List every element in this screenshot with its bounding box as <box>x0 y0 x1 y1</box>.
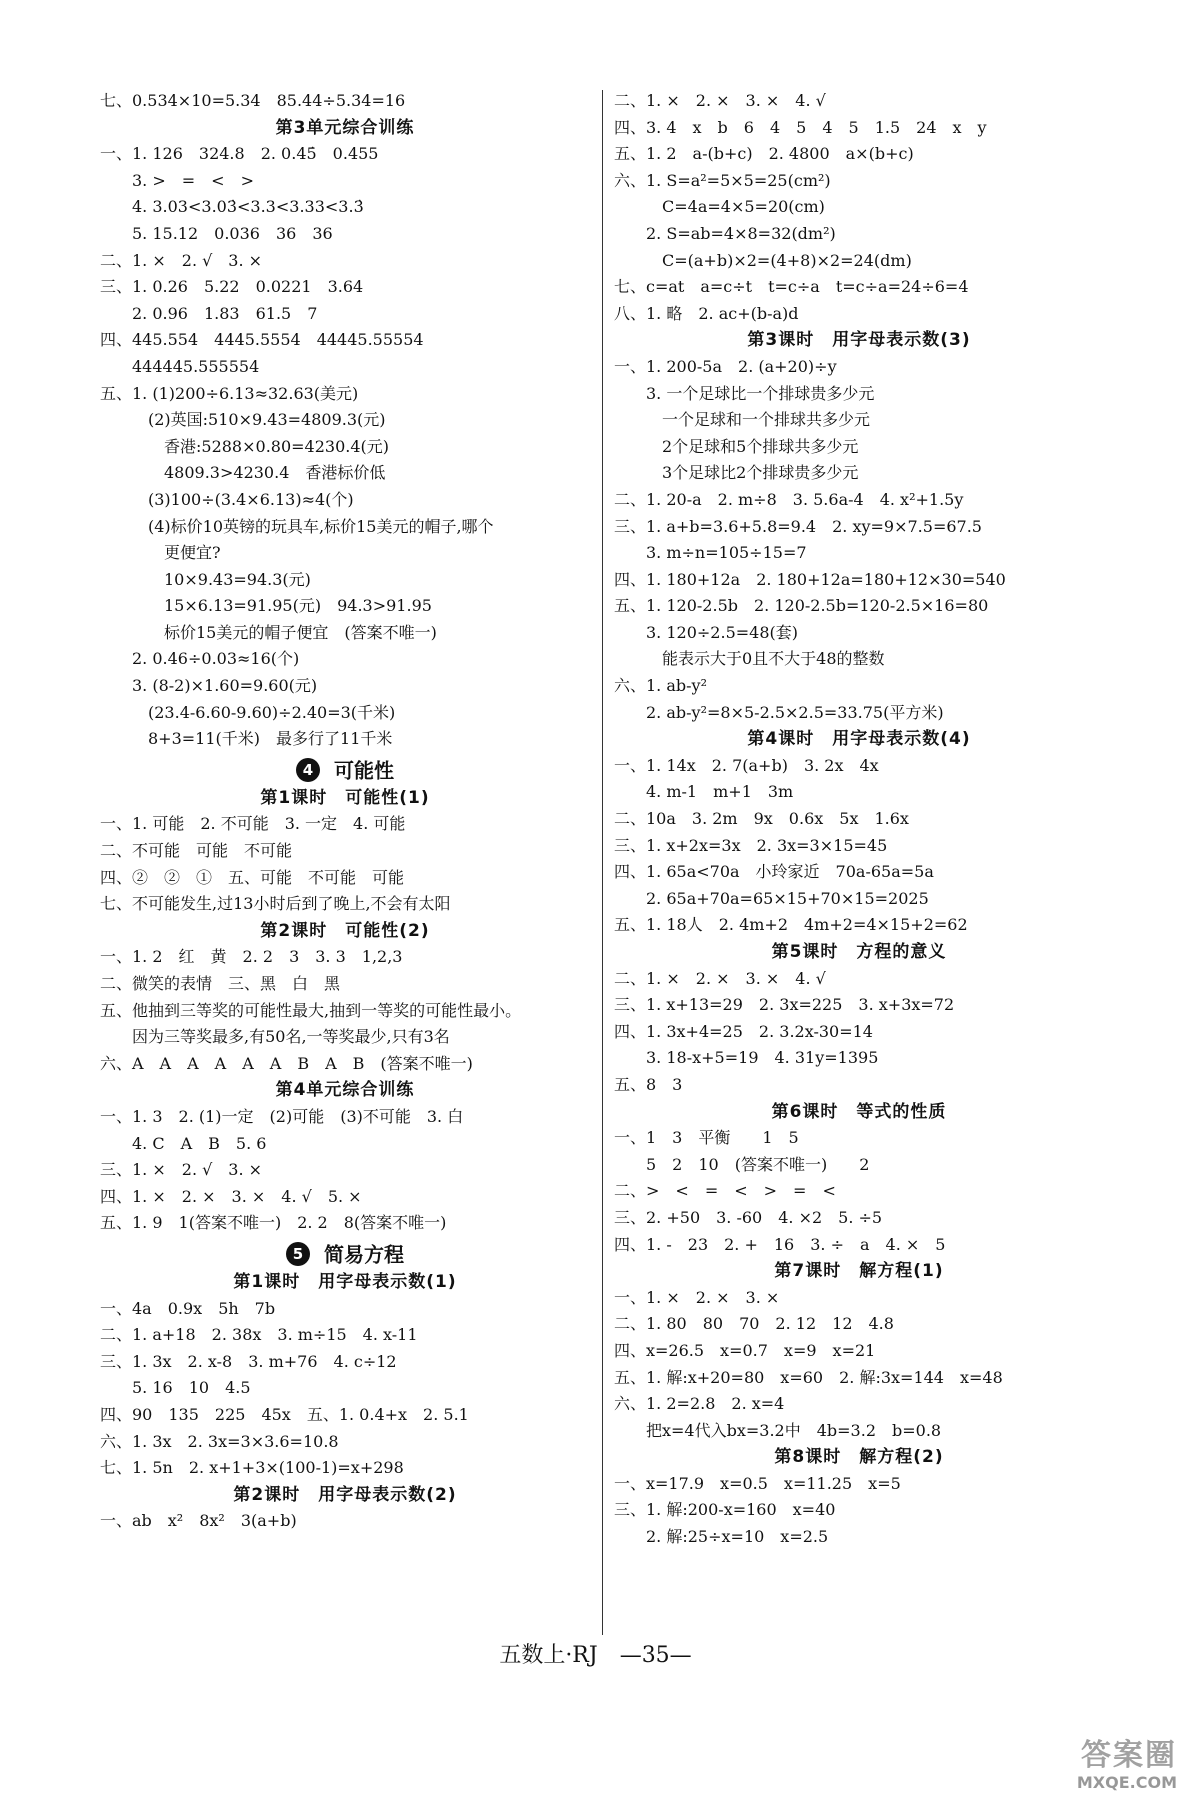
section-heading: 第3课时 用字母表示数(3) <box>747 330 971 351</box>
answer-line: 一、1. 14x 2. 7(a+b) 3. 2x 4x <box>614 755 879 775</box>
answer-line: 15×6.13=91.95(元) 94.3>91.95 <box>100 596 432 616</box>
answer-line: 5 2 10 (答案不唯一) 2 <box>614 1154 870 1174</box>
answer-line: 能表示大于0且不大于48的整数 <box>614 649 885 669</box>
section-heading: 第4单元综合训练 <box>275 1080 415 1101</box>
unit-number-badge: 5 <box>286 1242 310 1266</box>
answer-line: 二、10a 3. 2m 9x 0.6x 5x 1.6x <box>614 809 909 829</box>
section-heading: 第2课时 用字母表示数(2) <box>233 1484 457 1505</box>
answer-line: (4)标价10英镑的玩具车,标价15美元的帽子,哪个 <box>100 516 494 536</box>
answer-line: 3. > = < > <box>100 170 254 190</box>
watermark-logo <box>1031 1730 1181 1792</box>
answer-line: (2)英国:510×9.43=4809.3(元) <box>100 410 386 430</box>
answer-line: 四、1. 65a<70a 小玲家近 70a-65a=5a <box>614 862 934 882</box>
answer-line: 一、1. × 2. × 3. × <box>614 1287 780 1307</box>
answer-line: 六、A A A A A A B A B (答案不唯一) <box>100 1053 473 1073</box>
column-divider <box>602 90 603 1635</box>
answer-line: 一、1. 2 红 黄 2. 2 3 3. 3 1,2,3 <box>100 947 403 967</box>
answer-line: 一、1. 200-5a 2. (a+20)÷y <box>614 356 837 376</box>
unit-number-badge: 4 <box>296 758 320 782</box>
unit-heading <box>100 753 590 785</box>
answer-line: 六、1. ab-y² <box>614 676 707 696</box>
answer-line: 2. ab-y²=8×5-2.5×2.5=33.75(平方米) <box>614 702 944 722</box>
answer-line: 六、1. 3x 2. 3x=3×3.6=10.8 <box>100 1431 339 1451</box>
answer-line: 香港:5288×0.80=4230.4(元) <box>100 436 390 456</box>
answer-line: 把x=4代入bx=3.2中 4b=3.2 b=0.8 <box>614 1420 942 1440</box>
watermark-url: MXQE.COM <box>1076 1773 1177 1792</box>
answer-line: 5. 16 10 4.5 <box>100 1378 251 1398</box>
answer-line: 一个足球和一个排球共多少元 <box>614 410 871 430</box>
section-heading: 第1课时 用字母表示数(1) <box>233 1271 457 1292</box>
left-column <box>100 88 590 1535</box>
answer-line: 2. 0.46÷0.03≈16(个) <box>100 649 300 669</box>
answer-line: 三、1. 0.26 5.22 0.0221 3.64 <box>100 277 364 297</box>
answer-line: 五、1. 2 a-(b+c) 2. 4800 a×(b+c) <box>614 144 914 164</box>
answer-line: 一、4a 0.9x 5h 7b <box>100 1298 276 1318</box>
answer-line: 3个足球比2个排球贵多少元 <box>614 463 859 483</box>
answer-line: 三、2. +50 3. -60 4. ×2 5. ÷5 <box>614 1207 883 1227</box>
section-heading: 第4课时 用字母表示数(4) <box>747 729 971 750</box>
answer-line: 3. 一个足球比一个排球贵多少元 <box>614 383 875 403</box>
section-heading: 第2课时 可能性(2) <box>260 920 430 941</box>
section-heading: 第1课时 可能性(1) <box>260 787 430 808</box>
answer-line: 2个足球和5个排球共多少元 <box>614 436 859 456</box>
answer-line: 八、1. 略 2. ac+(b-a)d <box>614 303 799 323</box>
answer-line: 3. 120÷2.5=48(套) <box>614 622 798 642</box>
answer-line: C=(a+b)×2=(4+8)×2=24(dm) <box>614 250 912 270</box>
answer-line: 四、1. × 2. × 3. × 4. √ 5. × <box>100 1186 362 1206</box>
answer-line: 五、他抽到三等奖的可能性最大,抽到一等奖的可能性最小。 <box>100 1000 522 1020</box>
answer-line: 二、1. 20-a 2. m÷8 3. 5.6a-4 4. x²+1.5y <box>614 489 964 509</box>
answer-line: 一、x=17.9 x=0.5 x=11.25 x=5 <box>614 1473 901 1493</box>
answer-line: 四、x=26.5 x=0.7 x=9 x=21 <box>614 1340 876 1360</box>
answer-line: 2. 65a+70a=65×15+70×15=2025 <box>614 888 929 908</box>
answer-line: 四、90 135 225 45x 五、1. 0.4+x 2. 5.1 <box>100 1404 469 1424</box>
answer-line: 五、1. 9 1(答案不唯一) 2. 2 8(答案不唯一) <box>100 1213 447 1233</box>
answer-line: 二、> < = < > = < <box>614 1181 836 1201</box>
answer-line: 三、1. 3x 2. x-8 3. m+76 4. c÷12 <box>100 1351 397 1371</box>
answer-line: 二、微笑的表情 三、黑 白 黑 <box>100 974 341 993</box>
answer-line: 三、1. × 2. √ 3. × <box>100 1160 263 1180</box>
answer-line: 因为三等奖最多,有50名,一等奖最少,只有3名 <box>100 1027 450 1047</box>
answer-line: 标价15美元的帽子便宜 (答案不唯一) <box>100 622 437 642</box>
answer-line: 444445.555554 <box>100 356 260 376</box>
answer-line: 3. (8-2)×1.60=9.60(元) <box>100 676 318 696</box>
answer-line: 五、1. 18人 2. 4m+2 4m+2=4×15+2=62 <box>614 915 968 935</box>
unit-heading <box>100 1237 590 1269</box>
answer-line: C=4a=4×5=20(cm) <box>614 197 825 217</box>
answer-line: 三、1. 解:200-x=160 x=40 <box>614 1500 836 1520</box>
unit-title: 简易方程 <box>324 1242 404 1267</box>
answer-line: 二、1. a+18 2. 38x 3. m÷15 4. x-11 <box>100 1325 418 1345</box>
answer-line: 七、0.534×10=5.34 85.44÷5.34=16 <box>100 91 406 110</box>
answer-line: 5. 15.12 0.036 36 36 <box>100 223 333 243</box>
answer-line: 七、c=at a=c÷t t=c÷a t=c÷a=24÷6=4 <box>614 277 969 297</box>
answer-line: 五、1. (1)200÷6.13≈32.63(美元) <box>100 383 359 403</box>
answer-line: 七、不可能发生,过13小时后到了晚上,不会有太阳 <box>100 894 451 914</box>
answer-line: (23.4-6.60-9.60)÷2.40=3(千米) <box>100 702 396 722</box>
answer-line: 四、② ② ① 五、可能 不可能 可能 <box>100 867 405 887</box>
answer-line: 4. C A B 5. 6 <box>100 1133 267 1153</box>
answer-line: 七、1. 5n 2. x+1+3×(100-1)=x+298 <box>100 1458 404 1478</box>
answer-line: 3. 18-x+5=19 4. 31y=1395 <box>614 1048 879 1068</box>
answer-line: 一、1. 可能 2. 不可能 3. 一定 4. 可能 <box>100 814 406 834</box>
answer-line: 二、1. × 2. √ 3. × <box>100 250 263 270</box>
answer-line: 2. 解:25÷x=10 x=2.5 <box>614 1527 829 1547</box>
answer-line: 2. S=ab=4×8=32(dm²) <box>614 223 836 243</box>
section-heading: 第8课时 解方程(2) <box>774 1447 944 1468</box>
answer-line: 四、3. 4 x b 6 4 5 4 5 1.5 24 x y <box>614 117 987 137</box>
answer-line: 一、1. 3 2. (1)一定 (2)可能 (3)不可能 3. 白 <box>100 1106 464 1126</box>
section-heading: 第5课时 方程的意义 <box>771 942 947 962</box>
answer-line: 三、1. x+13=29 2. 3x=225 3. x+3x=72 <box>614 995 955 1015</box>
answer-line: (3)100÷(3.4×6.13)≈4(个) <box>100 489 354 509</box>
section-heading: 第7课时 解方程(1) <box>774 1261 944 1282</box>
answer-line: 五、1. 解:x+20=80 x=60 2. 解:3x=144 x=48 <box>614 1367 1003 1387</box>
answer-line: 10×9.43=94.3(元) <box>100 569 311 589</box>
answer-line: 一、1 3 平衡 1 5 <box>614 1128 799 1148</box>
answer-line: 二、1. × 2. × 3. × 4. √ <box>614 91 826 110</box>
answer-line: 4809.3>4230.4 香港标价低 <box>100 463 386 483</box>
answer-line: 四、445.554 4445.5554 44445.55554 <box>100 330 424 350</box>
right-column <box>614 88 1104 1551</box>
answer-line: 六、1. 2=2.8 2. x=4 <box>614 1394 785 1414</box>
section-heading: 第3单元综合训练 <box>275 117 415 138</box>
answer-line: 六、1. S=a²=5×5=25(cm²) <box>614 170 831 190</box>
page-footer: 五数上·RJ —35— <box>499 1643 692 1668</box>
watermark-title: 答案圈 <box>1081 1738 1177 1773</box>
answer-line: 4. 3.03<3.03̇<3.3<3.33<3.3̇ <box>100 197 364 217</box>
answer-line: 3. m÷n=105÷15=7 <box>614 543 807 563</box>
answer-line: 四、1. 180+12a 2. 180+12a=180+12×30=540 <box>614 569 1006 589</box>
answer-line: 三、1. x+2x=3x 2. 3x=3×15=45 <box>614 835 888 855</box>
section-heading: 第6课时 等式的性质 <box>771 1101 947 1122</box>
answer-line: 更便宜? <box>100 543 221 563</box>
answer-line: 二、1. 80 80 70 2. 12 12 4.8 <box>614 1314 894 1334</box>
answer-line: 二、1. × 2. × 3. × 4. √ <box>614 968 826 988</box>
answer-line: 4. m-1 m+1 3m <box>614 782 794 802</box>
answer-line: 五、8 3 <box>614 1074 683 1094</box>
answer-line: 2. 0.96 1.83 61.5 7 <box>100 303 318 323</box>
answer-line: 三、1. a+b=3.6+5.8=9.4 2. xy=9×7.5=67.5 <box>614 516 982 536</box>
answer-line: 8+3=11(千米) 最多行了11千米 <box>100 729 393 749</box>
answer-line: 五、1. 120-2.5b 2. 120-2.5b=120-2.5×16=80 <box>614 596 989 616</box>
answer-line: 一、1. 126 324.8 2. 0.45̇ 0.455 <box>100 144 379 164</box>
answer-line: 四、1. 3x+4=25 2. 3.2x-30=14 <box>614 1021 873 1041</box>
answer-line: 四、1. - 23 2. + 16 3. ÷ a 4. × 5 <box>614 1234 946 1254</box>
answer-line: 一、ab x² 8x² 3(a+b) <box>100 1511 297 1531</box>
unit-title: 可能性 <box>334 758 394 783</box>
answer-line: 二、不可能 可能 不可能 <box>100 841 293 861</box>
